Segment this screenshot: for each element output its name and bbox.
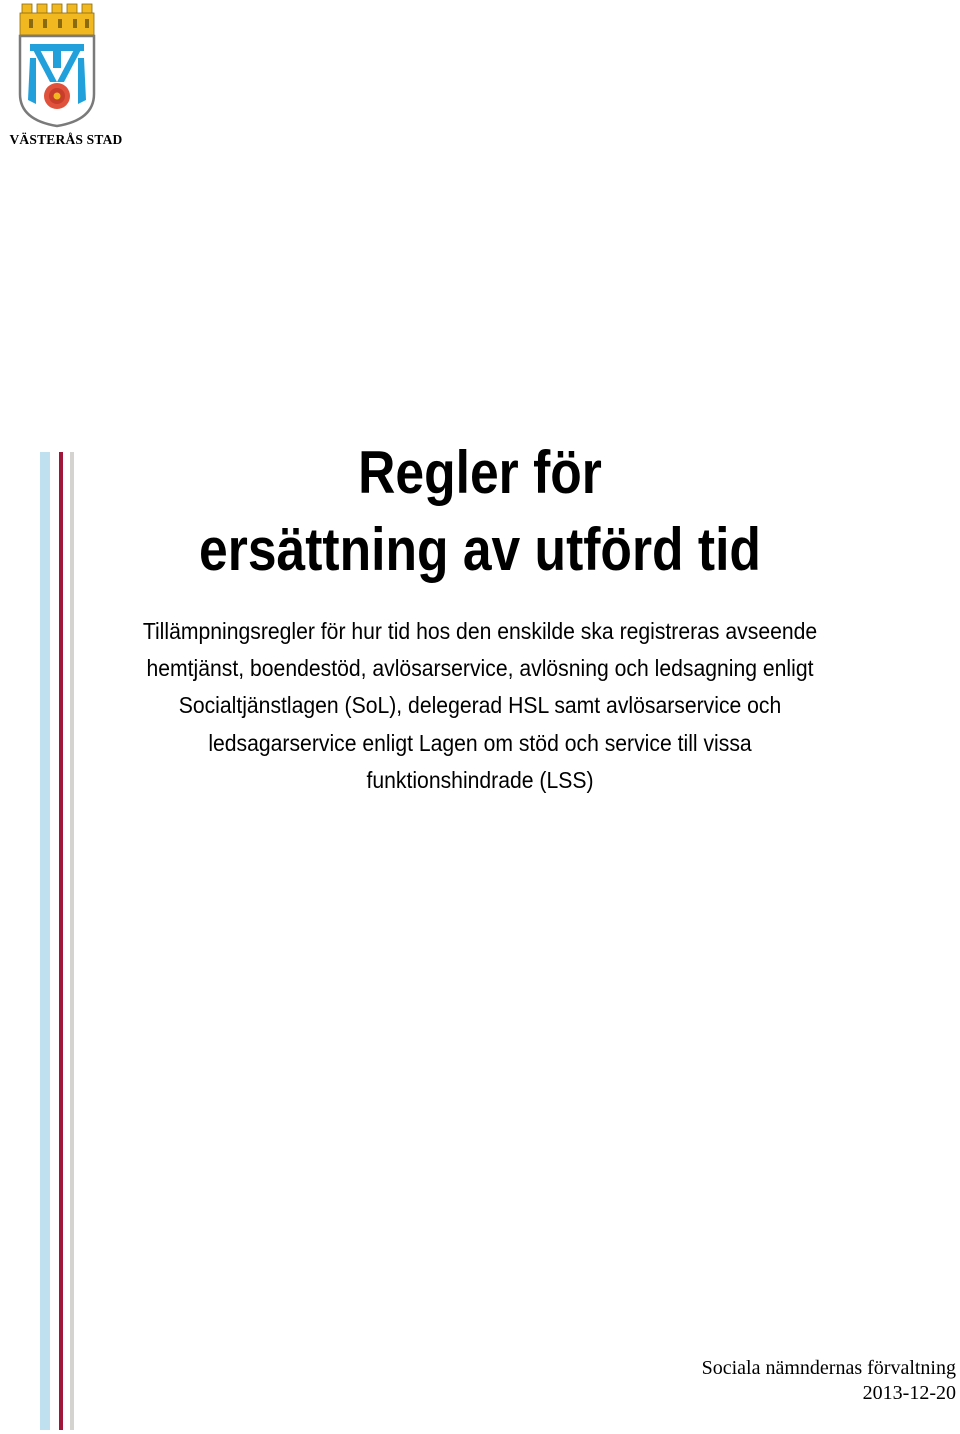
footer-date: 2013-12-20: [862, 1382, 956, 1404]
decorative-stripe-red: [59, 452, 63, 1430]
coat-of-arms-icon: [6, 2, 106, 130]
title-line-2: ersättning av utförd tid: [199, 516, 761, 583]
intro-line-4: ledsagarservice enligt Lagen om stöd och service till vissa: [208, 730, 752, 756]
decorative-stripe-blue: [40, 452, 50, 1430]
footer-department: Sociala nämndernas förvaltning: [701, 1357, 956, 1379]
intro-line-2: hemtjänst, boendestöd, avlösarservice, avlösning och ledsagning enligt: [146, 655, 814, 681]
intro-line-1: Tillämpningsregler för hur tid hos den enskilde ska registreras avseende: [142, 618, 818, 644]
intro-line-3: Socialtjänstlagen (SoL), delegerad HSL samt avlösarservice och: [178, 692, 782, 718]
decorative-stripe-grey: [70, 452, 74, 1430]
vasteras-logo: [6, 2, 123, 152]
logo-text: VÄSTERÅS STAD: [9, 132, 123, 147]
title-line-1: Regler för: [358, 439, 602, 506]
intro-line-5: funktionshindrade (LSS): [366, 767, 594, 793]
